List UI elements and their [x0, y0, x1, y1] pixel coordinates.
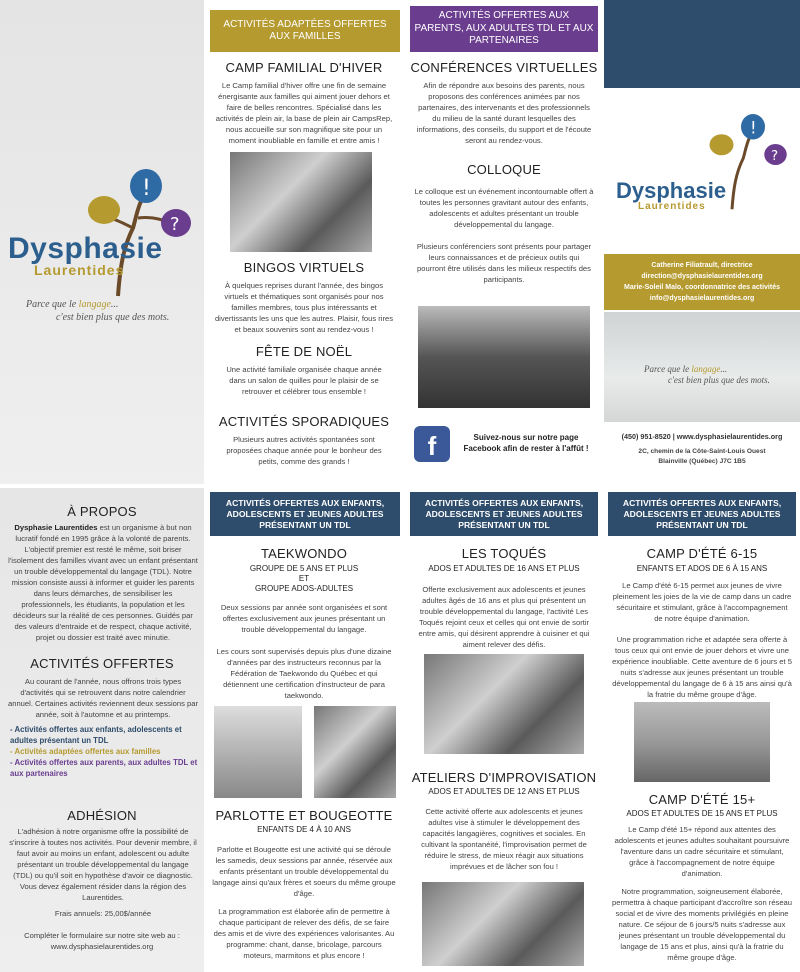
conferences-title: CONFÉRENCES VIRTUELLES — [410, 60, 598, 75]
camp-615-text-2: Une programmation riche et adaptée sera offerte à tous ceux qui ont envie de jouer dehors et vivre une expérience inoubliable. Cette aventure de 6 jours et 5 nuits s'adresse aux jeunes présentant un trouble développemental du langage de 6 à 15 ans ainsi qu'à la fratrie du même groupe d'âge. — [612, 635, 792, 699]
colloque-photo — [418, 306, 590, 408]
fog-tagline: Parce que le langage... c'est bien plus que des mots. — [644, 364, 770, 385]
enfants-header-1: ACTIVITÉS OFFERTES AUX ENFANTS, ADOLESCENTS ET JEUNES ADULTES PRÉSENTANT UN TDL — [210, 492, 400, 536]
adhesion-form[interactable]: Compléter le formulaire sur notre site web au : www.dysphasielaurentides.org — [24, 931, 180, 951]
taekwondo-photo-1 — [214, 706, 302, 798]
taekwondo-text-2: Les cours sont supervisés depuis plus d'une dizaine d'années par des instructeurs reconnus par la Fédération de Taekwondo du Québec et qui détiennent une certification d'instructeur de para taekwondo. — [216, 647, 392, 700]
camp-hiver-text: Le Camp familial d'hiver offre une fin de semaine énergisante aux familles qui aiment jouer dehors et faire de belles rencontres. Spécialisé dans les activités de plein air, la base de plein air CampsRep, nous accueille sur son magnifique site pour un moment inoubliable en famille et entre amis ! — [215, 81, 393, 145]
apropos-text: Dysphasie Laurentides est un organisme à but non lucratif fondé en 1995 grâce à la volonté de parents. L'objectif premier est resté le même, soit briser l'isolement des familles vivant avec un enfant présentant un trouble développemental du langage (TDL). Notre mission consiste aussi à informer et guider les parents dans leurs démarches, de sensibiliser les professionnels, les étudiants, la population et les décideurs sur la réalité de ces personnes. Guidés par des valeurs d'entraide et de respect, chaque activité, projet ou dossier est traité avec minutie. — [8, 523, 198, 642]
taekwondo-sub-2: ET — [298, 574, 310, 583]
cover-left-panel — [0, 0, 204, 484]
camp-hiver-photo — [230, 152, 372, 252]
tagline: Parce que le langage... c'est bien plus que des mots. — [26, 299, 170, 323]
logo-region: Laurentides — [34, 262, 125, 278]
colloque-text-1: Le colloque est un événement incontournable offert à toutes les personnes gravitant autour des enfants, adolescents et adultes présentant un trouble développemental du langage. — [414, 187, 594, 229]
facebook-text[interactable]: Suivez-nous sur notre page Facebook afin de rester à l'affût ! — [463, 433, 589, 453]
familles-column — [204, 0, 404, 484]
colloque-text-2: Plusieurs conférenciers sont présents pour partager leurs connaissances et de précieux outils qui pourront être utilisés dans les milieux respectifs des participants. — [416, 242, 592, 284]
taekwondo-photo-2 — [314, 706, 396, 798]
camp-615-title: CAMP D'ÉTÉ 6-15 — [646, 546, 758, 561]
camp-15-sub: ADOS ET ADULTES DE 15 ANS ET PLUS — [626, 809, 778, 818]
apropos-title: À PROPOS — [67, 504, 137, 519]
toques-photo — [424, 654, 584, 754]
list-item-parents: - Activités offertes aux parents, aux adultes TDL et aux partenaires — [10, 758, 198, 778]
improvisation-text: Cette activité offerte aux adolescents et jeunes adultes vise à stimuler le développement des capacités langagières, cognitives et sociales. En cultivant la spontanéité, l'improvisation permet de réduire le stress, de mieux réagir aux situations imprévues et de lâcher son fou ! — [421, 807, 587, 871]
cover-navy-band — [604, 0, 800, 88]
camp-615-sub: ENFANTS ET ADOS DE 6 À 15 ANS — [636, 564, 768, 573]
contact-box — [604, 254, 800, 310]
familles-header: ACTIVITÉS ADAPTÉES OFFERTES AUX FAMILLES — [210, 10, 400, 52]
improvisation-title: ATELIERS D'IMPROVISATION — [411, 770, 597, 785]
svg-text:?: ? — [170, 214, 180, 235]
camp-615-text-1: Le Camp d'été 6-15 permet aux jeunes de vivre pleinement les joies de la vie de camp dans un cadre sécuritaire et stimulant, grâce à l'accompagnement de notre équipe d'animation. — [612, 581, 792, 623]
apropos-panel — [0, 488, 204, 972]
list-item-familles: - Activités adaptées offertes aux familles — [10, 747, 161, 756]
toques-sub: ADOS ET ADULTES DE 16 ANS ET PLUS — [428, 564, 580, 573]
adhesion-title: ADHÉSION — [67, 808, 137, 823]
noel-title: FÊTE DE NOËL — [255, 344, 353, 359]
activites-offertes-text: Au courant de l'année, nous offrons trois types d'activités qui se retrouvent dans notre calendrier annuel. Certaines activités reviennent deux sessions par année, soit à l'automne et au printemps. — [8, 677, 198, 719]
camp-15-text-1: Le Camp d'été 15+ répond aux attentes des adolescents et jeunes adultes souhaitant poursuivre l'aventure dans un cadre sécuritaire et stimulant, grâce à l'accompagnement de notre équipe d'animation. — [614, 825, 790, 878]
bingo-text: À quelques reprises durant l'année, des bingos virtuels et thématiques sont organisés pour nos familles membres, tous plus intéressants et divertissants les uns que les autres. Plaisir, fous rires et beaux souvenirs sont au rendez-vous ! — [214, 281, 394, 334]
improvisation-photo — [422, 882, 584, 966]
toques-title: LES TOQUÉS — [461, 546, 547, 561]
logo-name: Dysphasie — [8, 232, 163, 265]
svg-text:?: ? — [771, 147, 779, 164]
svg-text:!: ! — [142, 176, 151, 201]
bingo-title: BINGOS VIRTUELS — [243, 260, 365, 275]
camp-15-text-2: Notre programmation, soigneusement élaborée, permettra à chaque participant d'accroître son réseau social et de vivre des moments privilégiés en pleine nature. Ce séjour de 6 jours/5 nuits s'adresse aux jeunes présentant un trouble développemental du langage de 15 ans et plus, ainsi qu'à la fratrie du même groupe d'âge. — [612, 887, 793, 962]
taekwondo-sub-1: GROUPE DE 5 ANS ET PLUS — [249, 564, 359, 573]
camp-hiver-title: CAMP FAMILIAL D'HIVER — [225, 60, 383, 75]
enfants-column-2 — [406, 488, 602, 972]
taekwondo-title: TAEKWONDO — [260, 546, 348, 561]
logo-wordmark-small: Dysphasie Laurentides — [616, 178, 727, 212]
svg-text:!: ! — [750, 118, 757, 138]
enfants-column-1 — [204, 488, 404, 972]
activites-list — [10, 724, 200, 779]
parlotte-sub: ENFANTS DE 4 À 10 ANS — [257, 825, 351, 834]
taekwondo-text-1: Deux sessions par année sont organisées et sont offertes exclusivement aux jeunes présentant un trouble développemental du langage. — [220, 603, 388, 634]
activites-offertes-title: ACTIVITÉS OFFERTES — [30, 656, 174, 671]
adhesion-fees: Frais annuels: 25,00$/année — [54, 909, 152, 918]
toques-text: Offerte exclusivement aux adolescents et jeunes adultes âgés de 16 ans et plus qui présentent un trouble développemental du langage, l'activité Les Toqués rejoint ceux et celles qui ont envie de sortir entre amis, qui désirent apprendre à cuisiner et qui aiment relever des défis. — [418, 585, 590, 649]
parlotte-text-2: La programmation est élaborée afin de permettre à chaque participant de relever des défis, de se faire des amis et de vivre des expériences valorisantes. Au programme: chant, danse, bricolage, parcours moteurs, marmitons et plus encore ! — [213, 907, 395, 960]
noel-text: Une activité familiale organisée chaque année dans un salon de quilles pour le plaisir de se retrouver et célébrer tous ensemble ! — [226, 365, 382, 396]
taekwondo-sub-3: GROUPE ADOS-ADULTES — [254, 584, 354, 593]
colloque-title: COLLOQUE — [467, 162, 541, 177]
fog-photo — [604, 312, 800, 422]
camp-15-title: CAMP D'ÉTÉ 15+ — [648, 792, 756, 807]
sporadiques-title: ACTIVITÉS SPORADIQUES — [218, 414, 390, 429]
camp-615-photo — [634, 702, 770, 782]
contact-address-1: 2C, chemin de la Côte-Saint-Louis Ouest — [638, 448, 766, 455]
cover-right-panel — [604, 0, 800, 484]
parlotte-title: PARLOTTE ET BOUGEOTTE — [215, 808, 393, 823]
parents-column — [406, 0, 602, 484]
sporadiques-text: Plusieurs autres activités spontanées sont proposées chaque année pour le bonheur des petits, comme des grands ! — [226, 435, 382, 466]
facebook-icon[interactable]: f — [414, 426, 450, 462]
improvisation-sub: ADOS ET ADULTES DE 12 ANS ET PLUS — [428, 787, 580, 796]
contact-name-1: Catherine Filiatrault, directrice — [651, 262, 753, 269]
list-item-enfants: - Activités offertes aux enfants, adolescents et adultes présentant un TDL — [10, 725, 182, 745]
parents-header: ACTIVITÉS OFFERTES AUX PARENTS, AUX ADULTES TDL ET AUX PARTENAIRES — [410, 6, 598, 52]
contact-email-2[interactable]: info@dysphasielaurentides.org — [649, 295, 755, 302]
conferences-text: Afin de répondre aux besoins des parents, nous proposons des conférences animées par nos partenaires, des intervenants et des professionnels du milieu de la santé durant lesquelles des informations, des conseils, du support et de l'écoute seront au rendez-vous. — [416, 81, 592, 145]
adhesion-text: L'adhésion à notre organisme offre la possibilité de s'inscrire à toutes nos activités. Pour devenir membre, il faut avoir au moins un enfant, adolescent ou adulte présentant un trouble développemental du langage (TDL) ou qu'il soit en hypothèse d'avoir ce diagnostic. Vous devez également résider dans la région des Laurentides. — [9, 827, 197, 902]
contact-name-2: Marie-Soleil Malo, coordonnatrice des activités — [624, 284, 780, 291]
contact-address-2: Blainville (Québec) J7C 1B5 — [658, 458, 746, 465]
parlotte-text-1: Parlotte et Bougeotte est une activité qui se déroule les samedis, deux sessions par année, réservée aux enfants présentant un trouble développemental du langage ainsi qu'aux frères et soeurs du même groupe d'âge. — [212, 845, 396, 898]
enfants-column-3 — [604, 488, 800, 972]
enfants-header-3: ACTIVITÉS OFFERTES AUX ENFANTS, ADOLESCENTS ET JEUNES ADULTES PRÉSENTANT UN TDL — [608, 492, 796, 536]
contact-phone-web[interactable]: (450) 951-8520 | www.dysphasielaurentides.org — [621, 432, 783, 441]
logo-wordmark — [8, 232, 163, 278]
contact-email-1[interactable]: direction@dysphasielaurentides.org — [641, 273, 763, 280]
enfants-header-2: ACTIVITÉS OFFERTES AUX ENFANTS, ADOLESCENTS ET JEUNES ADULTES PRÉSENTANT UN TDL — [410, 492, 598, 536]
